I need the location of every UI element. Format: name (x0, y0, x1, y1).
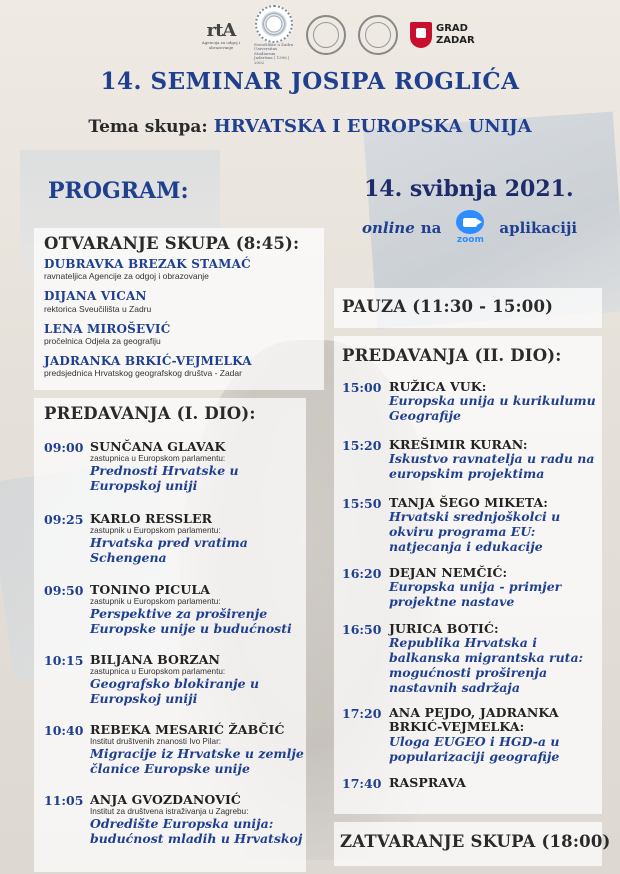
university-sun-icon (255, 5, 293, 43)
agency-logo (200, 20, 242, 50)
lecture-time: 16:20 (342, 566, 382, 581)
lecture-role: Institut za društvena istraživanja u Zagrebu: (90, 807, 249, 817)
event-date: 14. svibnja 2021. (364, 176, 574, 202)
lectures1-list (44, 440, 304, 847)
lecture-title: Hrvatska pred vratima Schengena (90, 535, 248, 565)
lecture-speaker: KARLO RESSLER (90, 511, 213, 526)
speaker-role: pročelnica Odjela za geografiju (44, 335, 161, 346)
lecture-role: zastupnik u Europskom parlamentu: (90, 597, 221, 607)
lecture-item (342, 622, 598, 706)
logo-strip (200, 10, 475, 65)
lecture-time: 17:40 (342, 776, 382, 791)
city-line1: GRAD (436, 23, 468, 34)
pause-label: PAUZA (11:30 - 15:00) (342, 297, 554, 316)
online-prefix: online (362, 218, 415, 237)
city-line2: ZADAR (436, 35, 475, 46)
lecture-role: zastupnica u Europskom parlamentu: (90, 667, 226, 677)
lecture-speaker: ANA PEJDO, JADRANKA BRKIĆ-VEJMELKA: (389, 705, 559, 735)
online-line (362, 210, 577, 245)
zoom-logo (447, 210, 493, 245)
lecture-item (44, 723, 304, 793)
opening-speaker (44, 355, 320, 378)
lecture-title: Europska unija u kurikulumu Geografije (389, 393, 596, 424)
lecture-speaker: DEJAN NEMČIĆ: (389, 565, 508, 580)
lecture-item (342, 380, 598, 438)
online-middle: na (420, 218, 442, 237)
lecture-time: 09:50 (44, 583, 84, 598)
opening-speaker (44, 258, 320, 281)
closing-label: ZATVARANJE SKUPA (18:00) (340, 832, 611, 851)
university-logo (254, 5, 294, 65)
program-heading: PROGRAM: (48, 178, 189, 204)
lecture-speaker: RUŽICA VUK: (389, 379, 487, 394)
lecture-title: Iskustvo ravnatelja u radu na europskim projektima (389, 451, 595, 482)
lecture-speaker: REBEKA MESARIĆ ŽABČIĆ (90, 722, 285, 737)
lecture-speaker: KREŠIMIR KURAN: (389, 437, 528, 452)
lecture-item (44, 440, 304, 512)
society-seal-icon (306, 15, 346, 55)
lecture-speaker: TONINO PICULA (90, 582, 211, 597)
zoom-word: zoom (456, 235, 484, 245)
speaker-name: DIJANA VICAN (44, 289, 147, 304)
university-caption: Sveučilište u Zadru Universitas Studiorum Jadertina | 1396 | 2002 (254, 42, 294, 65)
agency-caption: Agencija za odgoj i obrazovanje (201, 40, 241, 50)
lecture-title: Hrvatski srednjoškolci u okviru programa EU: natjecanja i edukacije (389, 509, 561, 554)
opening-speaker (44, 323, 320, 346)
lecture-item (44, 653, 304, 723)
lectures1-heading: PREDAVANJA (I. DIO): (44, 404, 256, 423)
lecture-time: 10:40 (44, 723, 84, 738)
lecture-role: zastupnik u Europskom parlamentu: (90, 526, 221, 536)
department-seal-icon (358, 15, 398, 55)
speaker-name: JADRANKA BRKIĆ-VEJMELKA (44, 354, 252, 369)
lecture-title: Odredište Europska unija: budućnost mladih u Hrvatskoj (90, 816, 303, 846)
lecture-time: 09:00 (44, 440, 84, 455)
speaker-role: predsjednica Hrvatskog geografskog društva - Zadar (44, 368, 242, 379)
agency-mark: rtA (206, 20, 236, 42)
opening-speaker (44, 290, 320, 313)
lecture-item (342, 776, 598, 791)
zoom-camera-icon (456, 210, 484, 234)
theme-value: HRVATSKA I EUROPSKA UNIJA (213, 116, 532, 137)
online-suffix: aplikaciji (499, 218, 578, 237)
lecture-time: 17:20 (342, 706, 382, 721)
lecture-item (44, 583, 304, 653)
lecture-time: 15:20 (342, 438, 382, 453)
lecture-item (342, 706, 598, 776)
lecture-role: zastupnica u Europskom parlamentu: (90, 454, 226, 464)
opening-heading: OTVARANJE SKUPA (8:45): (44, 234, 300, 253)
lectures2-list (342, 380, 598, 791)
lecture-item (342, 496, 598, 566)
speaker-name: DUBRAVKA BREZAK STAMAĆ (44, 257, 251, 271)
speaker-role: ravnateljica Agencije za odgoj i obrazovanje (44, 271, 209, 282)
theme-line (0, 116, 620, 137)
lecture-speaker: JURICA BOTIĆ: (389, 621, 499, 636)
lecture-title: Uloga EUGEO i HGD-a u popularizaciji geografije (389, 733, 560, 764)
lecture-item (44, 793, 304, 847)
lecture-time: 15:50 (342, 496, 382, 511)
lecture-time: 09:25 (44, 512, 84, 527)
lecture-speaker: RASPRAVA (389, 775, 466, 790)
speaker-role: rektorica Sveučilišta u Zadru (44, 303, 152, 314)
lecture-item (44, 512, 304, 583)
lecture-speaker: ANJA GVOZDANOVIĆ (90, 792, 241, 807)
lecture-time: 10:15 (44, 653, 84, 668)
theme-label: Tema skupa: (88, 117, 208, 137)
lecture-title: Perspektive za proširenje Europske unije u budućnosti (90, 606, 292, 636)
lecture-speaker: BILJANA BORZAN (90, 652, 221, 667)
lectures2-heading: PREDAVANJA (II. DIO): (342, 346, 562, 365)
lecture-speaker: TANJA ŠEGO MIKETA: (389, 495, 548, 510)
lecture-time: 11:05 (44, 793, 84, 808)
lecture-title: Europska unija - primjer projektne nastave (389, 579, 562, 610)
city-shield-icon (410, 22, 432, 48)
lecture-item (342, 438, 598, 496)
speaker-name: LENA MIROŠEVIĆ (44, 321, 171, 336)
opening-speakers (44, 258, 320, 388)
lecture-title: Geografsko blokiranje u Europskoj uniji (90, 676, 260, 706)
lecture-time: 15:00 (342, 380, 382, 395)
city-logo (410, 22, 475, 48)
page-title: 14. SEMINAR JOSIPA ROGLIĆA (100, 68, 520, 95)
lecture-title: Republika Hrvatska i balkanska migrantska ruta: mogućnosti proširenja nastavnih sadržaja (389, 635, 584, 695)
lecture-time: 16:50 (342, 622, 382, 637)
lecture-item (342, 566, 598, 622)
lecture-role: Institut društvenih znanosti Ivo Pilar: (90, 737, 222, 747)
lecture-title: Prednosti Hrvatske u Europskoj uniji (90, 463, 239, 493)
lecture-speaker: SUNČANA GLAVAK (90, 439, 226, 454)
lecture-title: Migracije iz Hrvatske u zemlje članice Europske unije (90, 746, 304, 776)
